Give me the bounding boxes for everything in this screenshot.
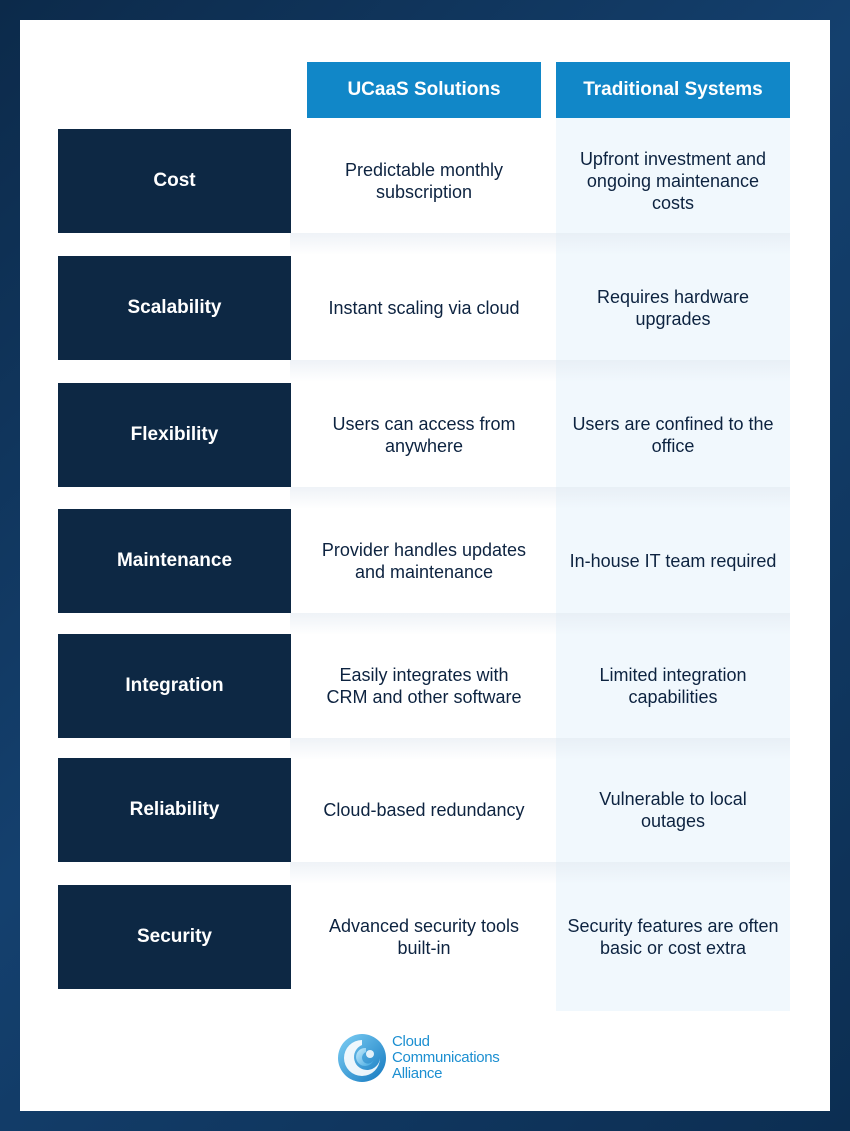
logo-line-communications: Communications — [392, 1049, 500, 1066]
row-label: Security — [58, 885, 291, 989]
table-row-cost — [58, 129, 790, 233]
traditional-cell: Security features are often basic or cost extra — [567, 916, 779, 958]
cloud-communications-alliance-logo-icon — [336, 1032, 388, 1084]
row-divider — [290, 613, 790, 635]
ucaas-cell: Predictable monthly subscription — [344, 160, 504, 202]
row-label: Flexibility — [58, 383, 291, 487]
comparison-card — [20, 20, 830, 1111]
row-divider — [290, 738, 790, 760]
row-label: Maintenance — [58, 509, 291, 613]
table-row-maintenance — [58, 509, 790, 613]
ucaas-cell: Provider handles updates and maintenance — [321, 540, 527, 582]
table-row-integration — [58, 634, 790, 738]
table-row-flexibility — [58, 383, 790, 487]
ucaas-cell: Users can access from anywhere — [332, 414, 516, 456]
footer-logo — [336, 1030, 536, 1086]
table-row-security — [58, 885, 790, 989]
header-traditional-systems: Traditional Systems — [556, 62, 790, 118]
row-divider — [290, 233, 790, 255]
row-divider — [290, 487, 790, 509]
logo-text — [392, 1034, 500, 1082]
traditional-cell: Upfront investment and ongoing maintenance costs — [579, 149, 767, 213]
logo-line-alliance: Alliance — [392, 1065, 443, 1082]
table-row-scalability — [58, 256, 790, 360]
table-row-reliability — [58, 758, 790, 862]
traditional-cell: Users are confined to the office — [572, 414, 774, 456]
row-label: Reliability — [58, 758, 291, 862]
row-label: Cost — [58, 129, 291, 233]
row-divider — [290, 360, 790, 382]
ucaas-cell: Cloud-based redundancy — [323, 800, 525, 820]
traditional-cell: Vulnerable to local outages — [599, 789, 747, 831]
row-label: Scalability — [58, 256, 291, 360]
ucaas-cell: Instant scaling via cloud — [328, 298, 520, 318]
row-divider — [290, 862, 790, 884]
ucaas-cell: Advanced security tools built-in — [328, 916, 520, 958]
logo-line-cloud: Cloud — [392, 1033, 430, 1050]
row-label: Integration — [58, 634, 291, 738]
traditional-cell: Limited integration capabilities — [599, 665, 747, 707]
traditional-cell: Requires hardware upgrades — [596, 287, 750, 329]
ucaas-cell: Easily integrates with CRM and other software — [326, 665, 522, 707]
traditional-cell: In-house IT team required — [569, 551, 777, 571]
header-ucaas-solutions: UCaaS Solutions — [307, 62, 541, 118]
